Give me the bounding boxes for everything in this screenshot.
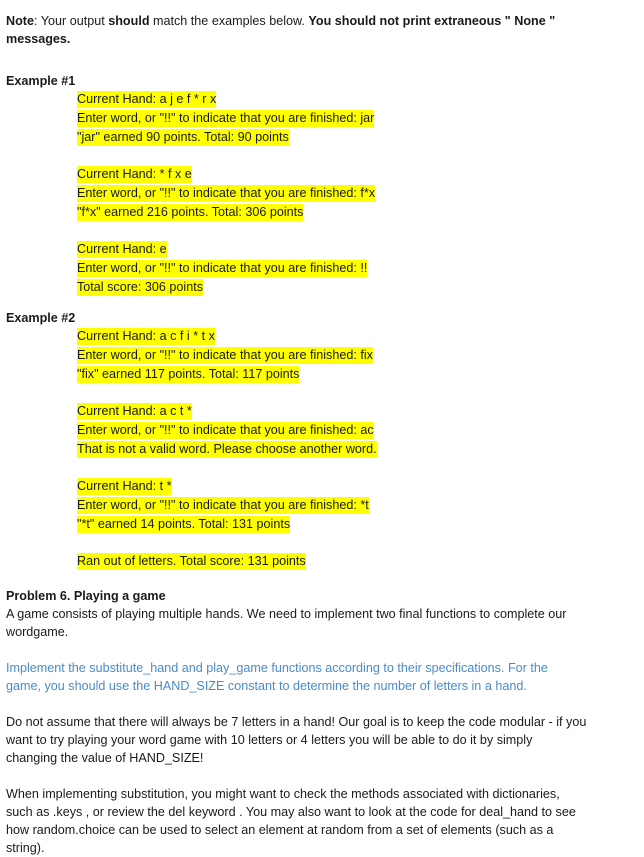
text-line: game, you should use the HAND_SIZE constant to determine the number of letters in a hand.	[6, 679, 527, 693]
prompt-line: Enter word, or "!!" to indicate that you are finished: f*x	[77, 186, 376, 200]
result-line: "f*x" earned 216 points. Total: 306 points	[77, 205, 304, 219]
text-line: wordgame.	[6, 625, 69, 639]
text-line: such as .keys , or review the del keyword . You may also want to look at the code for deal_hand to see	[6, 805, 576, 819]
problem-title: Problem 6. Playing a game	[6, 589, 166, 603]
note-paragraph	[6, 12, 638, 30]
text-line: how random.choice can be used to select an element at random from a set of elements (such as a	[6, 823, 554, 837]
text-line: want to try playing your word game with 10 letters or 4 letters you will be able to do it by simply	[6, 733, 533, 747]
example-2-title: Example #2	[6, 311, 76, 325]
hand-line: Current Hand: a j e f * r x	[77, 92, 217, 106]
note-text-1: : Your output	[34, 14, 109, 28]
text-line: changing the value of HAND_SIZE!	[6, 751, 204, 765]
prompt-line: Enter word, or "!!" to indicate that you are finished: fix	[77, 348, 373, 362]
example-2-output	[77, 327, 638, 571]
example-1-turn-1	[77, 90, 638, 147]
example-2-turn-3	[77, 477, 638, 534]
example-1-turn-2	[77, 165, 638, 222]
problem-intro	[6, 605, 638, 641]
note-line-2: messages.	[6, 32, 71, 46]
result-line: "jar" earned 90 points. Total: 90 points	[77, 130, 289, 144]
result-line: "fix" earned 117 points. Total: 117 points	[77, 367, 300, 381]
prompt-line: Enter word, or "!!" to indicate that you are finished: ac	[77, 423, 374, 437]
note-warning: You should not print extraneous " None "	[308, 14, 556, 28]
text-line: Do not assume that there will always be 7 letters in a hand! Our goal is to keep the code modular - if you	[6, 715, 587, 729]
result-line: "*t" earned 14 points. Total: 131 points	[77, 517, 291, 531]
example-2-turn-1	[77, 327, 638, 384]
prompt-line: Enter word, or "!!" to indicate that you are finished: *t	[77, 498, 369, 512]
example-1-turn-3	[77, 240, 638, 297]
text-line: string).	[6, 841, 45, 855]
prompt-line: Enter word, or "!!" to indicate that you are finished: !!	[77, 261, 368, 275]
text-line: When implementing substitution, you might want to check the methods associated with dictionaries,	[6, 787, 560, 801]
document-page	[6, 4, 638, 857]
hand-line: Current Hand: a c f i * t x	[77, 329, 215, 343]
problem-modular-note	[6, 713, 638, 767]
hand-line: Current Hand: a c t *	[77, 404, 192, 418]
note-label: Note	[6, 14, 34, 28]
hand-line: Current Hand: e	[77, 242, 167, 256]
result-line: Total score: 306 points	[77, 280, 204, 294]
example-1-title: Example #1	[6, 74, 76, 88]
note-text-2: match the examples below.	[149, 14, 309, 28]
prompt-line: Enter word, or "!!" to indicate that you are finished: jar	[77, 111, 375, 125]
example-2-turn-2	[77, 402, 638, 459]
hand-line: Current Hand: * f x e	[77, 167, 192, 181]
final-score-line: Ran out of letters. Total score: 131 points	[77, 554, 306, 568]
example-1-output	[77, 90, 638, 297]
problem-instruction	[6, 659, 638, 695]
result-line: That is not a valid word. Please choose another word.	[77, 442, 377, 456]
note-should: should	[108, 14, 150, 28]
hand-line: Current Hand: t *	[77, 479, 172, 493]
problem-substitution-hint	[6, 785, 638, 857]
text-line: Implement the substitute_hand and play_game functions according to their specifications. For the	[6, 661, 548, 675]
text-line: A game consists of playing multiple hands. We need to implement two final functions to complete our	[6, 607, 567, 621]
